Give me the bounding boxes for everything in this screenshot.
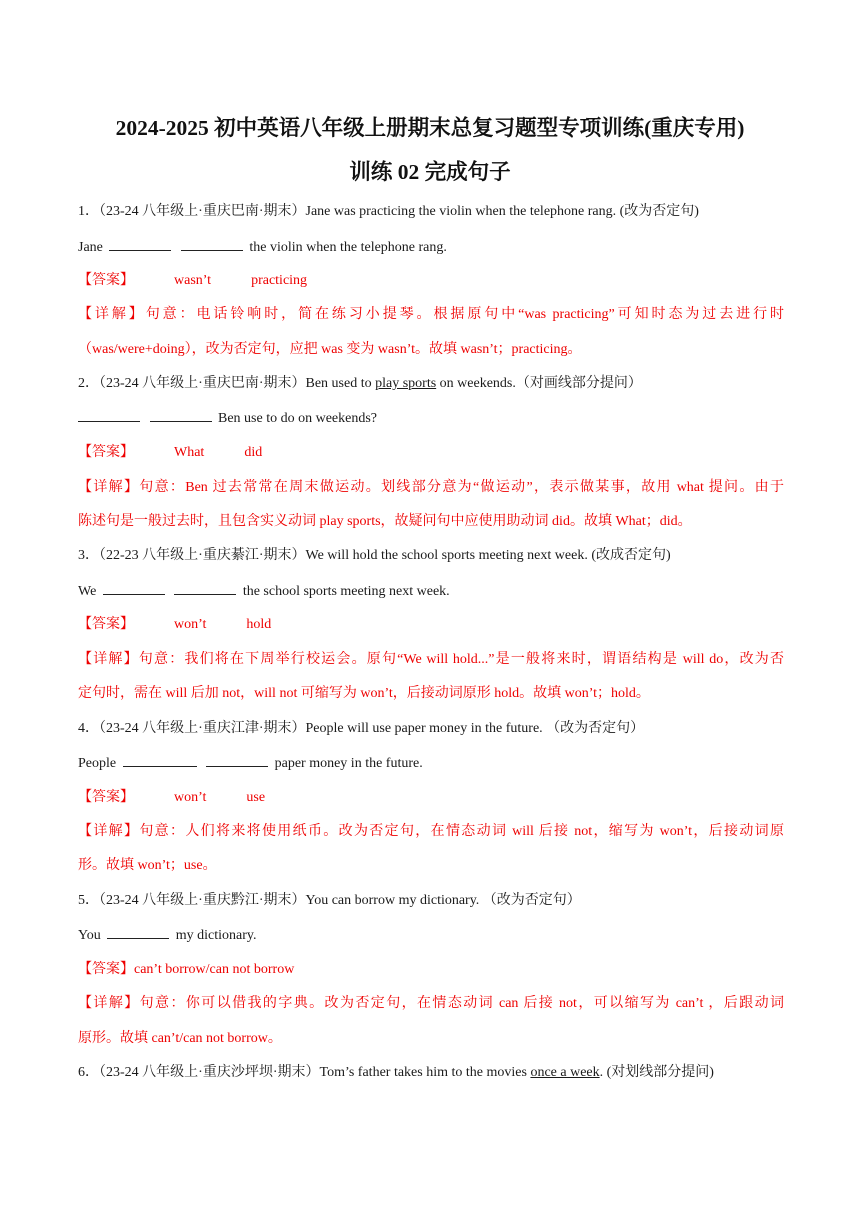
answer-blank: [109, 237, 171, 251]
question-1: [78, 202, 784, 222]
answer-tag: 【答案】: [78, 617, 134, 632]
question-sentence: People will use paper money in the future. （改为否定句）: [305, 721, 645, 736]
question-5-explanation-line-1: 【详解】句意：你可以借我的字典。改为否定句，在情态动词 can 后接 not，可以缩写为 can’t ，后跟动词: [78, 996, 784, 1011]
question-sentence: We will hold the school sports meeting next week. (改成否定句): [305, 548, 671, 563]
answer-tag: 【答案】: [78, 962, 134, 977]
answer-tag: 【答案】: [78, 273, 134, 288]
answer-blank: [123, 753, 197, 767]
question-source: （23-24 八年级上·重庆巴南·期末）: [99, 204, 306, 219]
question-1-blank-line: Jane the violin when the telephone rang.: [78, 237, 784, 258]
question-source: （23-24 八年级上·重庆黔江·期末）: [99, 893, 306, 908]
question-source: （23-24 八年级上·重庆巴南·期末）: [99, 376, 306, 391]
question-number: 6．: [78, 1065, 99, 1080]
document-title: 2024-2025 初中英语八年级上册期末总复习题型专项训练(重庆专用): [115, 116, 745, 140]
answer-blank: [150, 408, 212, 422]
answer-blank: [174, 581, 236, 595]
answer-tag: 【答案】: [78, 790, 134, 805]
question-4: [78, 719, 784, 739]
answer-blank: [103, 581, 165, 595]
explain-tag: 【详解】: [78, 480, 140, 495]
question-4-explanation-line-1: 【详解】句意：人们将来将使用纸币。改为否定句，在情态动词 will 后接 not，缩写为 won’t，后接动词原: [78, 824, 784, 839]
question-2-answer: 【答案】 What did: [78, 445, 263, 460]
underlined-phrase: once a week: [530, 1065, 600, 1080]
question-4-answer: 【答案】 won’t use: [78, 790, 266, 805]
question-3: [78, 546, 784, 566]
question-number: 5．: [78, 893, 99, 908]
question-5-explanation-line-2: 原形。故填 can’t/can not borrow。: [78, 1031, 282, 1046]
question-4-blank-line: People paper money in the future.: [78, 753, 784, 774]
question-source: （23-24 八年级上·重庆沙坪坝·期末）: [99, 1065, 320, 1080]
explain-tag: 【详解】: [78, 307, 146, 322]
question-5: [78, 891, 784, 911]
answer-blank: [181, 237, 243, 251]
question-2-blank-line: Ben use to do on weekends?: [78, 408, 784, 429]
question-4-explanation-line-2: 形。故填 won’t；use。: [78, 858, 217, 873]
question-3-explanation-line-1: 【详解】句意：我们将在下周举行校运会。原句“We will hold...”是一般将来时，谓语结构是 will do，改为否: [78, 652, 784, 667]
question-2-explanation-line-1: 【详解】句意：Ben 过去常常在周末做运动。划线部分意为“做运动”，表示做某事，故用 what 提问。由于: [78, 480, 784, 495]
question-5-answer: 【答案】can’t borrow/can not borrow: [78, 962, 295, 977]
explain-tag: 【详解】: [78, 996, 140, 1011]
explain-tag: 【详解】: [78, 824, 140, 839]
explain-tag: 【详解】: [78, 652, 139, 667]
answer-blank: [78, 408, 140, 422]
question-sentence: Jane was practicing the violin when the telephone rang. (改为否定句): [305, 204, 699, 219]
question-3-explanation-line-2: 定句时，需在 will 后加 not，will not 可缩写为 won’t，后接动词原形 hold。故填 won’t；hold。: [78, 686, 650, 701]
question-number: 1．: [78, 204, 99, 219]
question-number: 4．: [78, 721, 99, 736]
question-3-answer: 【答案】 won’t hold: [78, 617, 272, 632]
question-number: 3．: [78, 548, 99, 563]
question-5-blank-line: You my dictionary.: [78, 925, 784, 946]
question-1-explanation-line-1: 【详解】句意：电话铃响时，简在练习小提琴。根据原句中“was practicing”可知时态为过去进行时: [78, 307, 785, 322]
question-1-answer: 【答案】 wasn’t practicing: [78, 273, 308, 288]
answer-blank: [107, 925, 169, 939]
underlined-phrase: play sports: [375, 376, 437, 391]
question-sentence: You can borrow my dictionary. （改为否定句）: [305, 893, 581, 908]
question-6: 6．（23-24 八年级上·重庆沙坪坝·期末）Tom’s father takes him to the movies once a week. (对划线部分提问): [78, 1065, 714, 1080]
question-source: （22-23 八年级上·重庆綦江·期末）: [99, 548, 306, 563]
question-2: 2．（23-24 八年级上·重庆巴南·期末）Ben used to play sports on weekends.（对画线部分提问）: [78, 376, 642, 391]
question-source: （23-24 八年级上·重庆江津·期末）: [99, 721, 306, 736]
question-2-explanation-line-2: 陈述句是一般过去时，且包含实义动词 play sports，故疑问句中应使用助动词 did。故填 What；did。: [78, 514, 692, 529]
document-subtitle: 训练 02 完成句子: [349, 160, 511, 184]
question-3-blank-line: We the school sports meeting next week.: [78, 581, 784, 602]
question-1-explanation-line-2: （was/were+doing），改为否定句，应把 was 变为 wasn’t。故填 wasn’t；practicing。: [78, 342, 582, 357]
question-number: 2．: [78, 376, 99, 391]
answer-tag: 【答案】: [78, 445, 134, 460]
answer-blank: [206, 753, 268, 767]
